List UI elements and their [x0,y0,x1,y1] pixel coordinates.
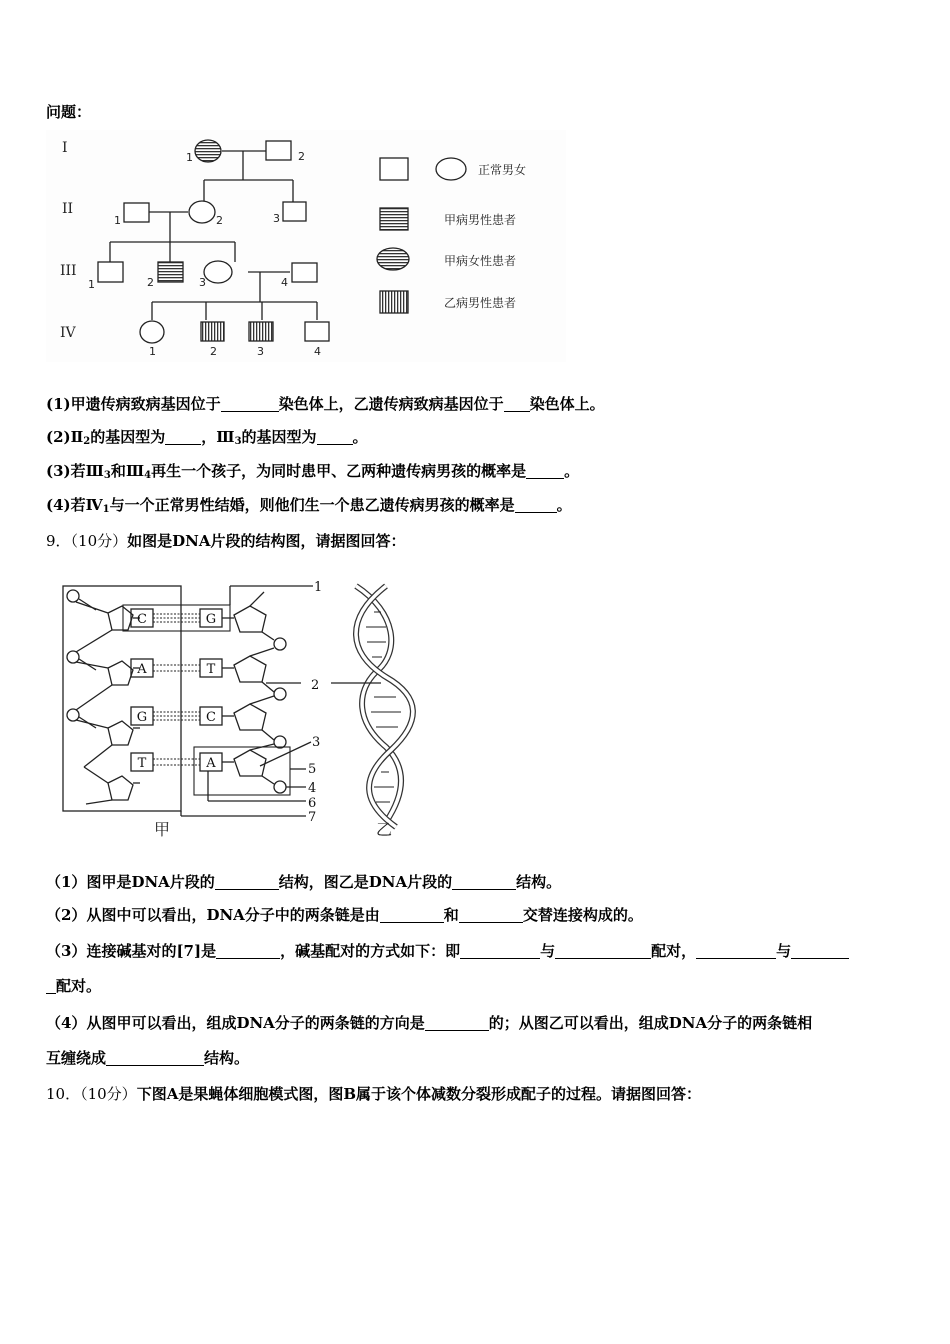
gen-label-III: III [60,263,77,279]
base-label-left: C [137,612,147,627]
q9-part2: （2）从图中可以看出，DNA分子中的两条链是由 和 交替连接构成的。 [46,906,643,924]
answer-blank[interactable] [452,874,516,890]
num-I1: 1 [186,151,193,164]
pedigree-III1-normal-male [98,262,123,282]
q8-part4: (4)若$Ⅳ_1$与一个正常男性结婚，则他们生一个患乙遗传病男孩的概率是 。 [46,496,572,515]
dna-structure-figure [56,572,456,844]
num-II2: 2 [216,214,223,227]
question-header: 问题： [46,103,92,121]
num-III2: 2 [147,276,154,289]
gen-label-IV: IV [60,325,76,341]
answer-blank[interactable] [46,978,56,994]
caption-jia: 甲 [154,820,171,839]
q9-part4-cont: 互缠绕成 结构。 [46,1049,250,1067]
num-I2: 2 [298,150,305,163]
answer-blank[interactable] [696,943,776,959]
left-strand [67,590,140,804]
base-label-left: T [137,756,147,771]
base-label-left: A [137,662,147,677]
answer-blank[interactable] [459,907,523,923]
answer-blank[interactable] [425,1015,489,1031]
answer-blank[interactable] [460,943,540,959]
answer-blank[interactable] [165,429,201,445]
callout-4: 4 [308,781,317,796]
legend-normal-label: 正常男女 [478,163,527,177]
base-label-right: T [206,662,216,677]
legend-normal-female-shape [436,158,466,180]
num-II1: 1 [114,214,121,227]
gen-label-I: I [62,140,68,156]
pedigree-II2-normal-female [189,201,215,223]
num-IV4: 4 [314,345,321,358]
num-III1: 1 [88,278,95,291]
num-IV3: 3 [257,345,264,358]
answer-blank[interactable] [215,874,279,890]
answer-blank[interactable] [317,429,353,445]
answer-blank[interactable] [791,943,849,959]
pedigree-IV3-affected-b-male [249,322,273,341]
pedigree-III4-normal-male [292,263,317,282]
q9-part4: （4）从图甲可以看出，组成DNA分子的两条链的方向是 的；从图乙可以看出，组成DNA分子的两条链相 [46,1014,813,1032]
legend-a-male-shape [380,208,408,230]
pedigree-III3-normal-female [204,261,232,283]
base-label-right: C [206,710,216,725]
callout-7: 7 [308,810,317,825]
pedigree-I1-affected-female [195,140,221,162]
pedigree-II1-normal-male [124,203,149,222]
callout-1: 1 [314,580,323,595]
answer-blank[interactable] [515,497,557,513]
num-IV1: 1 [149,345,156,358]
q8-part3: (3)若$Ⅲ_3$和$Ⅲ_4$再生一个孩子，为同时患甲、乙两种遗传病男孩的概率是 。 [46,462,580,481]
pedigree-III2-affected-a-male [158,262,183,282]
answer-blank[interactable] [555,943,651,959]
legend-normal-male-shape [380,158,408,180]
legend-b-male-shape [380,291,408,313]
q10-stem: 10．（10分）下图A是果蝇体细胞模式图，图B属于该个体减数分裂形成配子的过程。请据图回答： [46,1085,702,1103]
gen-label-II: II [62,201,74,217]
pedigree-II3-normal-male [283,202,306,221]
pedigree-IV4-normal-male [305,322,329,341]
legend-b-male-label: 乙病男性患者 [444,296,517,310]
legend-a-female-label: 甲病女性患者 [444,254,517,268]
q9-part3: （3）连接碱基对的[7]是 ，碱基配对的方式如下：即 与 配对， 与 [46,940,849,962]
q8-part2: $(2)Ⅱ_2$的基因型为 ，$Ⅲ_3$的基因型为 。 [46,428,368,447]
q8-part1: (1)甲遗传病致病基因位于 染色体上，乙遗传病致病基因位于 染色体上。 [46,395,605,413]
num-IV2: 2 [210,345,217,358]
pedigree-I2-normal-male [266,141,291,160]
base-label-left: G [136,710,148,725]
caption-yi: 乙 [376,820,393,839]
pedigree-chart [46,130,566,362]
num-III4: 4 [281,276,288,289]
answer-blank[interactable] [504,396,530,412]
answer-blank[interactable] [216,943,280,959]
callout-2: 2 [311,678,320,693]
q9-part3-cont: 配对。 [46,975,101,997]
pedigree-IV2-affected-b-male [201,322,224,341]
callout-3: 3 [312,735,321,750]
base-label-right: A [206,756,216,771]
q9-stem: 9．（10分）如图是DNA片段的结构图，请据图回答： [46,532,406,550]
answer-blank[interactable] [380,907,444,923]
legend-a-female-shape [377,248,409,270]
answer-blank[interactable] [526,463,564,479]
legend-a-male-label: 甲病男性患者 [444,213,517,227]
answer-blank[interactable] [221,396,279,412]
num-III3b: 3 [199,276,206,289]
callout-5: 5 [308,762,317,777]
callout-6: 6 [308,796,317,811]
num-III3: 3 [273,212,280,225]
right-strand [222,592,286,793]
base-label-right: G [205,612,217,627]
answer-blank[interactable] [106,1050,204,1066]
pedigree-IV1-normal-female [140,321,164,343]
q9-part1: （1）图甲是DNA片段的 结构，图乙是DNA片段的 结构。 [46,873,562,891]
